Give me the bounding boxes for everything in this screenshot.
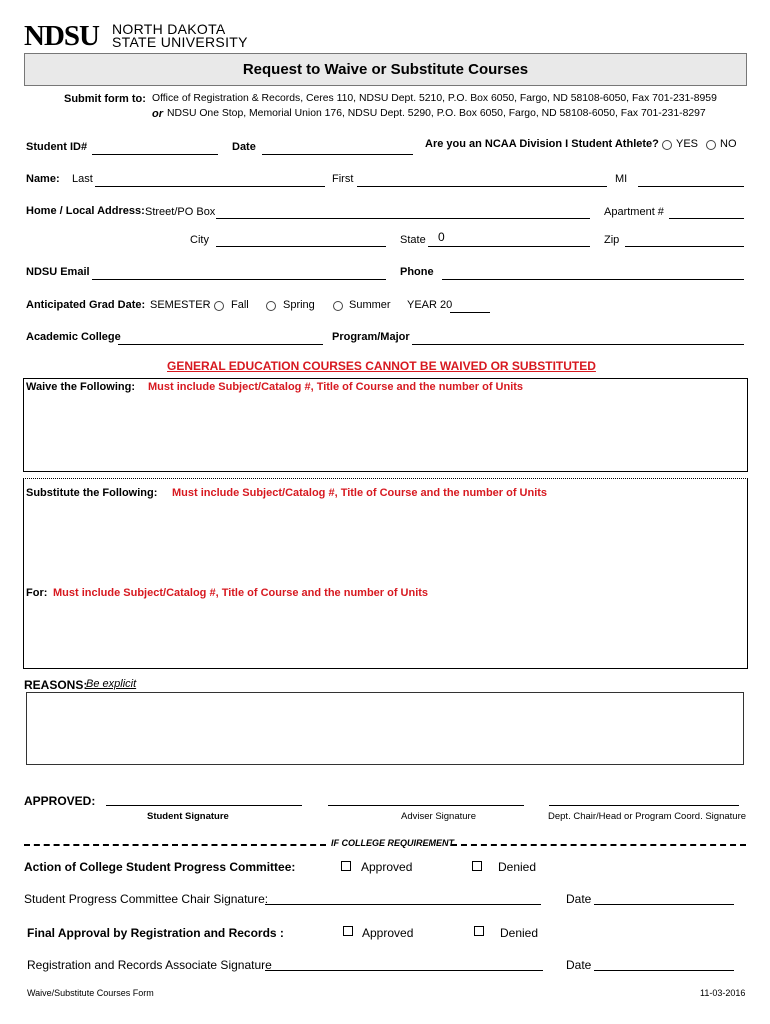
no-radio[interactable] <box>706 140 716 150</box>
first-name-label: First <box>332 173 354 185</box>
apartment-label: Apartment # <box>604 206 664 218</box>
final-denied-checkbox[interactable] <box>474 926 484 936</box>
title-bar <box>24 53 747 86</box>
committee-approved-label: Approved <box>361 860 413 874</box>
year-field[interactable] <box>450 312 490 313</box>
street-field[interactable] <box>216 218 590 219</box>
for-label: For: <box>26 587 48 599</box>
divider-left <box>24 844 326 846</box>
footer-form-date: 11-03-2016 <box>700 988 746 998</box>
student-id-field[interactable] <box>92 154 218 155</box>
substitute-box[interactable] <box>23 478 748 669</box>
street-label: Street/PO Box <box>145 206 216 218</box>
waive-label: Waive the Following: <box>26 381 135 393</box>
for-note: Must include Subject/Catalog #, Title of Course and the number of Units <box>53 587 429 599</box>
athlete-question: Are you an NCAA Division I Student Athlete? <box>425 138 659 150</box>
final-approved-checkbox[interactable] <box>343 926 353 936</box>
program-major-label: Program/Major <box>332 331 410 343</box>
year-label: YEAR 20 <box>407 299 453 311</box>
chair-signature-field[interactable] <box>549 805 739 806</box>
waive-note: Must include Subject/Catalog #, Title of Course and the number of Units <box>148 381 524 393</box>
last-name-label: Last <box>72 173 93 185</box>
spring-label: Spring <box>283 299 315 311</box>
mi-field[interactable] <box>638 186 744 187</box>
chair-signature-label: Dept. Chair/Head or Program Coord. Signature <box>548 811 747 822</box>
zip-field[interactable] <box>625 246 744 247</box>
submit-address-2: NDSU One Stop, Memorial Union 176, NDSU Dept. 5290, P.O. Box 6050, Fargo, ND 58108-6050, Fax 701-231-8297 <box>167 108 706 119</box>
final-approval-label: Final Approval by Registration and Records : <box>27 926 284 940</box>
substitute-label: Substitute the Following: <box>26 487 158 499</box>
associate-signature-field[interactable] <box>265 970 543 971</box>
final-approved-label: Approved <box>362 926 414 940</box>
footer-form-name: Waive/Substitute Courses Form <box>27 988 154 998</box>
committee-denied-checkbox[interactable] <box>472 861 482 871</box>
no-label: NO <box>720 138 737 150</box>
academic-college-label: Academic College <box>26 331 121 343</box>
apartment-field[interactable] <box>669 218 744 219</box>
final-date-field[interactable] <box>594 970 734 971</box>
summer-label: Summer <box>349 299 391 311</box>
reasons-label: REASONS: <box>24 678 88 692</box>
student-signature-label: Student Signature <box>147 811 229 822</box>
date-field[interactable] <box>262 154 413 155</box>
city-label: City <box>190 234 209 246</box>
phone-field[interactable] <box>442 279 744 280</box>
date-label: Date <box>232 141 256 153</box>
semester-label: SEMESTER <box>150 299 211 311</box>
student-id-label: Student ID# <box>26 141 88 153</box>
associate-signature-label: Registration and Records Associate Signature <box>27 958 272 972</box>
state-value[interactable]: 0 <box>438 230 445 244</box>
submit-address-1: Office of Registration & Records, Ceres 110, NDSU Dept. 5210, P.O. Box 6050, Fargo, ND 58108-6050, Fax 701-231-8959 <box>152 93 717 104</box>
committee-denied-label: Denied <box>498 860 537 874</box>
committee-date-field[interactable] <box>594 904 734 905</box>
zip-label: Zip <box>604 234 620 246</box>
adviser-signature-label: Adviser Signature <box>401 811 476 822</box>
college-requirement-label: IF COLLEGE REQUIREMENT <box>331 838 455 848</box>
program-major-field[interactable] <box>412 344 744 345</box>
approved-label: APPROVED: <box>24 794 96 808</box>
first-name-field[interactable] <box>357 186 607 187</box>
submit-label: Submit form to: <box>64 93 146 105</box>
home-address-label: Home / Local Address: <box>26 205 145 217</box>
final-date-label: Date <box>566 958 592 972</box>
state-label: State <box>400 234 426 246</box>
fall-label: Fall <box>231 299 249 311</box>
phone-label: Phone <box>400 266 434 278</box>
committee-chair-signature-label: Student Progress Committee Chair Signature: <box>24 892 269 906</box>
city-field[interactable] <box>216 246 386 247</box>
university-name-line2: STATE UNIVERSITY <box>112 34 248 50</box>
waive-box[interactable] <box>23 378 748 472</box>
academic-college-field[interactable] <box>118 344 323 345</box>
committee-chair-signature-field[interactable] <box>265 904 541 905</box>
university-name-line1: NORTH DAKOTA <box>112 21 226 37</box>
mi-label: MI <box>615 173 628 185</box>
summer-radio[interactable] <box>333 301 343 311</box>
yes-radio[interactable] <box>662 140 672 150</box>
committee-date-label: Date <box>566 892 592 906</box>
yes-label: YES <box>676 138 699 150</box>
name-label: Name: <box>26 173 60 185</box>
spring-radio[interactable] <box>266 301 276 311</box>
reasons-box[interactable] <box>26 692 744 765</box>
fall-radio[interactable] <box>214 301 224 311</box>
form-title: Request to Waive or Substitute Courses <box>242 61 529 78</box>
student-signature-field[interactable] <box>106 805 302 806</box>
final-denied-label: Denied <box>500 926 539 940</box>
state-field[interactable] <box>428 246 590 247</box>
ndsu-logo: NDSU <box>24 20 99 52</box>
divider-right <box>451 844 746 846</box>
committee-approved-checkbox[interactable] <box>341 861 351 871</box>
grad-date-label: Anticipated Grad Date: <box>26 299 146 311</box>
submit-or: or <box>152 108 163 120</box>
last-name-field[interactable] <box>95 186 325 187</box>
email-field[interactable] <box>92 279 386 280</box>
email-label: NDSU Email <box>26 266 90 278</box>
substitute-note: Must include Subject/Catalog #, Title of Course and the number of Units <box>172 487 548 499</box>
gen-ed-warning: GENERAL EDUCATION COURSES CANNOT BE WAIVED OR SUBSTITUTED <box>167 359 596 373</box>
committee-action-label: Action of College Student Progress Committee: <box>24 860 296 874</box>
adviser-signature-field[interactable] <box>328 805 524 806</box>
reasons-hint: Be explicit <box>86 678 137 690</box>
